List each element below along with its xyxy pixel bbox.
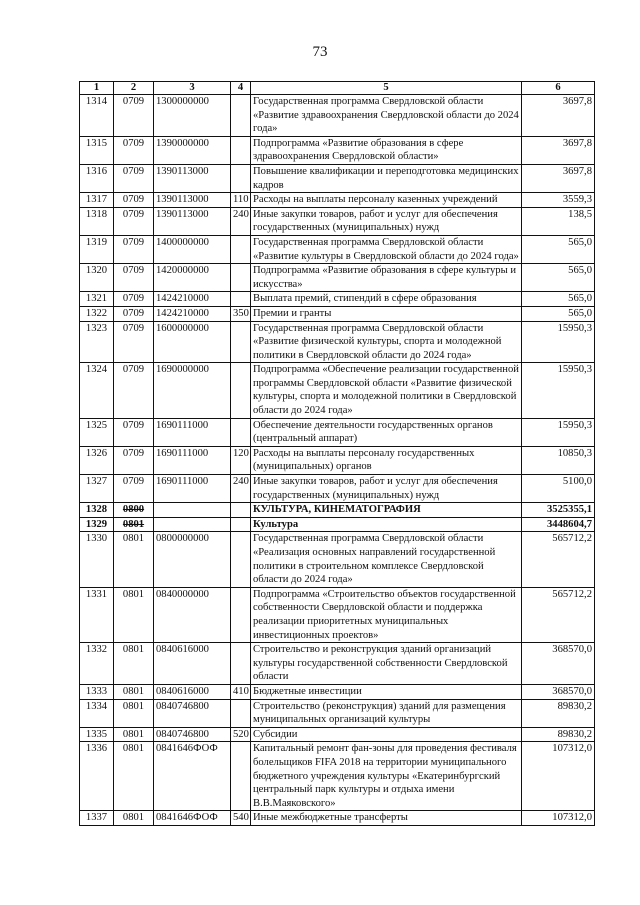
expense-type-code <box>231 643 251 685</box>
row-number: 1317 <box>80 193 114 208</box>
section-code: 0709 <box>114 95 154 137</box>
section-code: 0709 <box>114 292 154 307</box>
section-code: 0709 <box>114 193 154 208</box>
item-name: Повышение квалификации и переподготовка медицинских кадров <box>251 164 522 192</box>
target-article-code: 1424210000 <box>154 292 231 307</box>
row-number: 1337 <box>80 811 114 826</box>
item-name: Подпрограмма «Строительство объектов государственной собственности Свердловской области и поддержка реализации приоритетных муниципальных инвестиционных проектов» <box>251 587 522 642</box>
table-row <box>80 727 595 742</box>
target-article-code: 1690000000 <box>154 363 231 418</box>
row-number: 1323 <box>80 321 114 363</box>
item-name: Премии и гранты <box>251 306 522 321</box>
header-col-6: 6 <box>522 82 595 95</box>
row-number: 1332 <box>80 643 114 685</box>
amount: 138,5 <box>522 207 595 235</box>
amount: 565712,2 <box>522 532 595 587</box>
table-row <box>80 164 595 192</box>
row-number: 1315 <box>80 136 114 164</box>
table-row <box>80 532 595 587</box>
item-name: Государственная программа Свердловской области «Реализация основных направлений государственной политики в строительном комплексе Свердловской области до 2024 года» <box>251 532 522 587</box>
table-row <box>80 643 595 685</box>
expense-type-code: 410 <box>231 684 251 699</box>
table-header-row <box>80 82 595 95</box>
row-number: 1329 <box>80 517 114 532</box>
target-article-code: 0840616000 <box>154 684 231 699</box>
table-row <box>80 292 595 307</box>
item-name: Расходы на выплаты персоналу казенных учреждений <box>251 193 522 208</box>
header-col-4: 4 <box>231 82 251 95</box>
section-code: 0709 <box>114 321 154 363</box>
table-row <box>80 503 595 518</box>
amount: 89830,2 <box>522 699 595 727</box>
row-number: 1322 <box>80 306 114 321</box>
table-row <box>80 418 595 446</box>
table-row <box>80 321 595 363</box>
amount: 368570,0 <box>522 684 595 699</box>
target-article-code: 1690111000 <box>154 446 231 474</box>
row-number: 1321 <box>80 292 114 307</box>
expense-type-code <box>231 699 251 727</box>
target-article-code: 0800000000 <box>154 532 231 587</box>
row-number: 1335 <box>80 727 114 742</box>
section-code: 0709 <box>114 235 154 263</box>
header-col-1: 1 <box>80 82 114 95</box>
table-row <box>80 207 595 235</box>
section-code: 0709 <box>114 207 154 235</box>
amount: 3559,3 <box>522 193 595 208</box>
target-article-code <box>154 517 231 532</box>
item-name: Обеспечение деятельности государственных органов (центральный аппарат) <box>251 418 522 446</box>
table-row <box>80 684 595 699</box>
header-col-3: 3 <box>154 82 231 95</box>
target-article-code: 0840746800 <box>154 699 231 727</box>
header-col-2: 2 <box>114 82 154 95</box>
amount: 107312,0 <box>522 742 595 811</box>
amount: 368570,0 <box>522 643 595 685</box>
expense-type-code <box>231 587 251 642</box>
row-number: 1314 <box>80 95 114 137</box>
amount: 15950,3 <box>522 363 595 418</box>
table-row <box>80 193 595 208</box>
expense-type-code <box>231 321 251 363</box>
table-row <box>80 235 595 263</box>
table-row <box>80 264 595 292</box>
expense-type-code: 120 <box>231 446 251 474</box>
target-article-code: 1600000000 <box>154 321 231 363</box>
item-name: Иные межбюджетные трансферты <box>251 811 522 826</box>
expense-type-code <box>231 517 251 532</box>
expense-type-code <box>231 742 251 811</box>
amount: 3697,8 <box>522 136 595 164</box>
budget-table <box>79 81 595 826</box>
item-name: Расходы на выплаты персоналу государственных (муниципальных) органов <box>251 446 522 474</box>
amount: 15950,3 <box>522 418 595 446</box>
target-article-code: 1690111000 <box>154 418 231 446</box>
amount: 5100,0 <box>522 475 595 503</box>
amount: 89830,2 <box>522 727 595 742</box>
expense-type-code: 350 <box>231 306 251 321</box>
expense-type-code <box>231 363 251 418</box>
amount: 3697,8 <box>522 95 595 137</box>
row-number: 1334 <box>80 699 114 727</box>
target-article-code: 0841646ФОФ <box>154 742 231 811</box>
item-name: Культура <box>251 517 522 532</box>
section-code: 0801 <box>114 684 154 699</box>
amount: 3525355,1 <box>522 503 595 518</box>
target-article-code: 1420000000 <box>154 264 231 292</box>
row-number: 1328 <box>80 503 114 518</box>
section-code: 0801 <box>114 532 154 587</box>
row-number: 1326 <box>80 446 114 474</box>
table-row <box>80 363 595 418</box>
item-name: Строительство (реконструкция) зданий для размещения муниципальных организаций культуры <box>251 699 522 727</box>
target-article-code: 1390113000 <box>154 164 231 192</box>
target-article-code <box>154 503 231 518</box>
amount: 565,0 <box>522 235 595 263</box>
section-code: 0801 <box>114 643 154 685</box>
table-row <box>80 742 595 811</box>
item-name: Иные закупки товаров, работ и услуг для обеспечения государственных (муниципальных) нужд <box>251 207 522 235</box>
item-name: Подпрограмма «Развитие образования в сфере здравоохранения Свердловской области» <box>251 136 522 164</box>
row-number: 1327 <box>80 475 114 503</box>
expense-type-code: 520 <box>231 727 251 742</box>
section-code: 0801 <box>114 587 154 642</box>
target-article-code: 1300000000 <box>154 95 231 137</box>
target-article-code: 0841646ФОФ <box>154 811 231 826</box>
table-row <box>80 475 595 503</box>
target-article-code: 1424210000 <box>154 306 231 321</box>
item-name: Бюджетные инвестиции <box>251 684 522 699</box>
row-number: 1331 <box>80 587 114 642</box>
table-row <box>80 587 595 642</box>
section-code: 0801 <box>114 742 154 811</box>
expense-type-code: 240 <box>231 475 251 503</box>
section-code: 0801 <box>114 811 154 826</box>
row-number: 1336 <box>80 742 114 811</box>
row-number: 1318 <box>80 207 114 235</box>
expense-type-code <box>231 532 251 587</box>
amount: 3448604,7 <box>522 517 595 532</box>
item-name: Подпрограмма «Обеспечение реализации государственной программы Свердловской области «Развитие физической культуры, спорта и молодежной политики в Свердловской области до 2024 года» <box>251 363 522 418</box>
table-row <box>80 699 595 727</box>
section-code: 0709 <box>114 164 154 192</box>
amount: 565,0 <box>522 264 595 292</box>
item-name: Субсидии <box>251 727 522 742</box>
page-number: 73 <box>312 44 328 60</box>
item-name: КУЛЬТУРА, КИНЕМАТОГРАФИЯ <box>251 503 522 518</box>
row-number: 1324 <box>80 363 114 418</box>
expense-type-code <box>231 136 251 164</box>
section-code: 0709 <box>114 446 154 474</box>
expense-type-code: 540 <box>231 811 251 826</box>
target-article-code: 1390113000 <box>154 207 231 235</box>
section-code: 0709 <box>114 418 154 446</box>
expense-type-code <box>231 418 251 446</box>
amount: 565,0 <box>522 306 595 321</box>
expense-type-code: 240 <box>231 207 251 235</box>
expense-type-code <box>231 95 251 137</box>
section-code: 0801 <box>114 727 154 742</box>
section-code: 0709 <box>114 306 154 321</box>
section-code: 0801 <box>114 699 154 727</box>
target-article-code: 1390000000 <box>154 136 231 164</box>
expense-type-code <box>231 503 251 518</box>
table-row <box>80 446 595 474</box>
table-row <box>80 95 595 137</box>
expense-type-code <box>231 164 251 192</box>
header-col-5: 5 <box>251 82 522 95</box>
item-name: Иные закупки товаров, работ и услуг для обеспечения государственных (муниципальных) нужд <box>251 475 522 503</box>
target-article-code: 0840746800 <box>154 727 231 742</box>
amount: 10850,3 <box>522 446 595 474</box>
target-article-code: 1690111000 <box>154 475 231 503</box>
item-name: Подпрограмма «Развитие образования в сфере культуры и искусства» <box>251 264 522 292</box>
target-article-code: 1400000000 <box>154 235 231 263</box>
target-article-code: 0840000000 <box>154 587 231 642</box>
table-row <box>80 517 595 532</box>
expense-type-code <box>231 292 251 307</box>
row-number: 1325 <box>80 418 114 446</box>
table-row <box>80 306 595 321</box>
item-name: Выплата премий, стипендий в сфере образования <box>251 292 522 307</box>
row-number: 1330 <box>80 532 114 587</box>
item-name: Капитальный ремонт фан-зоны для проведения фестиваля болельщиков FIFA 2018 на территории муниципального бюджетного учреждения культуры «Екатеринбургский центральный парк культуры и отдыха имени В.В.Маяковского» <box>251 742 522 811</box>
expense-type-code <box>231 235 251 263</box>
section-code: 0800 <box>114 503 154 518</box>
section-code: 0709 <box>114 136 154 164</box>
item-name: Государственная программа Свердловской области «Развитие здравоохранения Свердловской области до 2024 года» <box>251 95 522 137</box>
amount: 565,0 <box>522 292 595 307</box>
section-code: 0709 <box>114 363 154 418</box>
section-code: 0709 <box>114 264 154 292</box>
amount: 3697,8 <box>522 164 595 192</box>
row-number: 1316 <box>80 164 114 192</box>
section-code: 0801 <box>114 517 154 532</box>
amount: 565712,2 <box>522 587 595 642</box>
amount: 15950,3 <box>522 321 595 363</box>
row-number: 1320 <box>80 264 114 292</box>
item-name: Государственная программа Свердловской области «Развитие культуры в Свердловской области до 2024 года» <box>251 235 522 263</box>
target-article-code: 1390113000 <box>154 193 231 208</box>
item-name: Строительство и реконструкция зданий организаций культуры государственной собственности Свердловской области <box>251 643 522 685</box>
row-number: 1319 <box>80 235 114 263</box>
section-code: 0709 <box>114 475 154 503</box>
amount: 107312,0 <box>522 811 595 826</box>
table-row <box>80 136 595 164</box>
target-article-code: 0840616000 <box>154 643 231 685</box>
table-row <box>80 811 595 826</box>
item-name: Государственная программа Свердловской области «Развитие физической культуры, спорта и молодежной политики в Свердловской области до 2024 года» <box>251 321 522 363</box>
row-number: 1333 <box>80 684 114 699</box>
expense-type-code: 110 <box>231 193 251 208</box>
expense-type-code <box>231 264 251 292</box>
